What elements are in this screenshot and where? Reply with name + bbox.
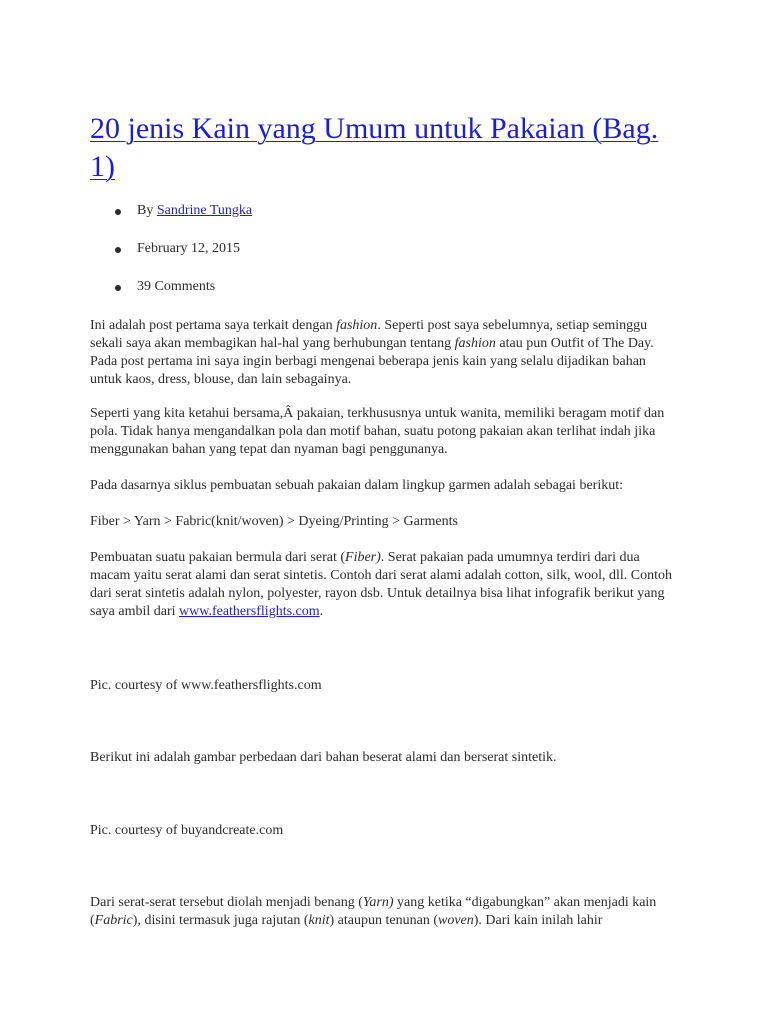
text-run: . Seperti post saya sebelumnya, setiap seminggu sekali saya akan membagikan hal-hal yang berhubungan tentang [90, 318, 648, 351]
paragraph-text: Pada dasarnya siklus pembuatan sebuah pakaian dalam lingkup garmen adalah sebagai berikut: [90, 478, 623, 493]
by-label: By [137, 203, 157, 218]
article [90, 110, 680, 928]
author-link[interactable]: Sandrine Tungka [156, 203, 253, 218]
article-meta-list [108, 202, 252, 316]
paragraph-3 [90, 477, 680, 495]
emphasis: Fabric [94, 913, 133, 928]
bullet-icon [115, 209, 121, 215]
paragraph-text: Berikut ini adalah gambar perbedaan dari bahan beserat alami dan berserat sintetik. [90, 750, 557, 765]
page-title [90, 110, 680, 186]
text-run: yang ketika “digabungkan” akan menjadi kain ( [90, 895, 657, 928]
text-run: Dari serat-serat tersebut diolah menjadi benang ( [90, 895, 363, 910]
meta-date [108, 240, 252, 278]
emphasis: Fiber) [345, 550, 381, 565]
paragraph-text: Fiber > Yarn > Fabric(knit/woven) > Dyeing/Printing > Garments [90, 514, 458, 529]
caption-2 [90, 822, 680, 840]
article-title-link[interactable]: 20 jenis Kain yang Umum untuk Pakaian (Bag. 1) [90, 112, 659, 183]
bullet-icon [115, 247, 121, 253]
paragraph-intro [90, 317, 680, 389]
meta-comments [108, 278, 252, 316]
feathersflights-link[interactable]: www.feathersflights.com [179, 604, 320, 619]
text-run: . Serat pakaian pada umumnya terdiri dari dua macam yaitu serat alami dan serat sintetis. Contoh dari serat alami adalah cotton, silk, wool, dll. Contoh dari serat sintetis adalah nylon, polyester, rayon dsb. Untuk detailnya bisa lihat infografik berikut yang saya ambil dari [90, 550, 673, 619]
emphasis: woven [437, 913, 474, 928]
text-run: . [319, 604, 324, 619]
emphasis: fashion [454, 336, 496, 351]
paragraph-yarn [90, 894, 680, 930]
comments-count: 39 Comments [137, 279, 216, 294]
text-run: ) ataupun tenunan ( [329, 913, 438, 928]
paragraph-text: Seperti yang kita ketahui bersama,Â pakaian, terkhususnya untuk wanita, memiliki beragam motif dan pola. Tidak hanya mengandalkan pola dan motif bahan, suatu potong pakaian akan terlihat indah jika menggunakan bahan yang tepat dan nyaman bagi penggunanya. [90, 406, 665, 457]
post-date: February 12, 2015 [137, 241, 241, 256]
meta-author [108, 202, 252, 240]
paragraph-fiber [90, 549, 680, 621]
emphasis: knit [308, 913, 330, 928]
paragraph-6 [90, 749, 680, 767]
bullet-icon [115, 285, 121, 291]
emphasis: fashion [336, 318, 378, 333]
text-run: Pembuatan suatu pakaian bermula dari serat ( [90, 550, 346, 565]
paragraph-cycle [90, 513, 680, 531]
paragraph-2 [90, 405, 680, 459]
caption-1 [90, 677, 680, 695]
text-run: atau pun Outfit of The Day. Pada post pertama ini saya ingin berbagi mengenai beberapa jenis kain yang selalu dijadikan bahan untuk kaos, dress, blouse, dan lain sebagainya. [90, 336, 654, 387]
text-run: ). Dari kain inilah lahir [473, 913, 603, 928]
text-run: ), disini termasuk juga rajutan ( [132, 913, 309, 928]
emphasis: Yarn) [362, 895, 394, 910]
image-caption: Pic. courtesy of buyandcreate.com [90, 823, 284, 838]
image-caption: Pic. courtesy of www.feathersflights.com [90, 678, 322, 693]
text-run: Ini adalah post pertama saya terkait dengan [90, 318, 337, 333]
